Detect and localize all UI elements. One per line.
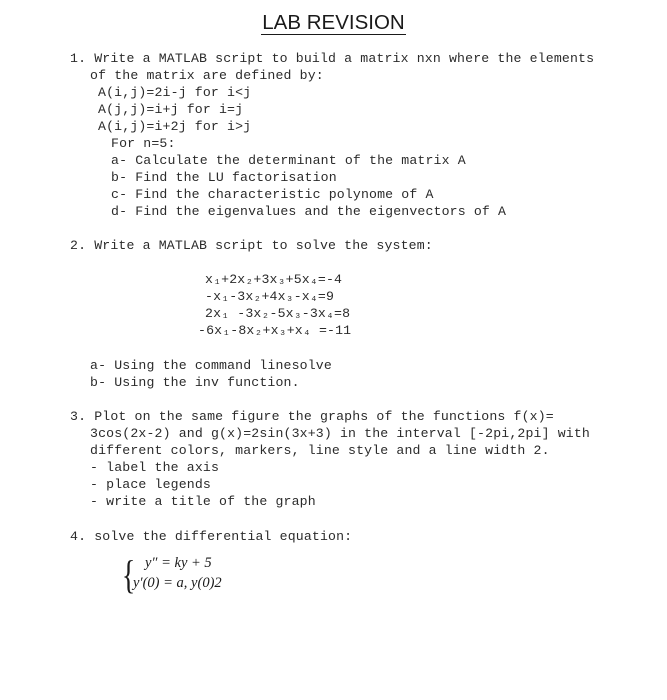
q3-bullet-3: - write a title of the graph [90, 494, 316, 509]
q1-line-2: of the matrix are defined by: [90, 68, 324, 83]
q2-equation-2: -x₁-3x₂+4x₃-x₄=9 [205, 289, 335, 304]
q1-item-b: b- Find the LU factorisation [111, 170, 337, 185]
q3-line-1: 3. Plot on the same figure the graphs of the functions f(x)= [70, 409, 554, 424]
system-brace: { [121, 552, 136, 597]
q1-item-a: a- Calculate the determinant of the matrix A [111, 153, 466, 168]
q2-line-1: 2. Write a MATLAB script to solve the system: [70, 238, 433, 253]
q1-definition-1: A(i,j)=2i-j for i<j [98, 85, 252, 100]
q2-item-a: a- Using the command linesolve [90, 358, 332, 373]
q2-equation-3: 2x₁ -3x₂-5x₃-3x₄=8 [205, 306, 351, 321]
page-title-text: LAB REVISION [262, 11, 405, 34]
q1-n-value: For n=5: [111, 136, 176, 151]
q1-definition-3: A(i,j)=i+2j for i>j [98, 119, 252, 134]
q1-definition-2: A(j,j)=i+j for i=j [98, 102, 244, 117]
q2-item-b: b- Using the inv function. [90, 375, 300, 390]
q1-item-c: c- Find the characteristic polynome of A [111, 187, 434, 202]
q3-line-2: 3cos(2x-2) and g(x)=2sin(3x+3) in the interval [-2pi,2pi] with [90, 426, 590, 441]
q4-equation-2: y′(0) = a, y(0)2 [133, 575, 222, 591]
q4-equation-1: y″ = ky + 5 [145, 555, 212, 571]
q4-line-1: 4. solve the differential equation: [70, 529, 353, 544]
q2-equation-1: x₁+2x₂+3x₃+5x₄=-4 [205, 272, 343, 287]
q1-line-1: 1. Write a MATLAB script to build a matrix nxn where the elements [70, 51, 595, 66]
q2-equation-4: -6x₁-8x₂+x₃+x₄ =-11 [198, 323, 352, 338]
q1-item-d: d- Find the eigenvalues and the eigenvectors of A [111, 204, 507, 219]
q3-bullet-1: - label the axis [90, 460, 220, 475]
q3-line-3: different colors, markers, line style and a line width 2. [90, 443, 550, 458]
page-title [0, 10, 667, 36]
q3-bullet-2: - place legends [90, 477, 211, 492]
